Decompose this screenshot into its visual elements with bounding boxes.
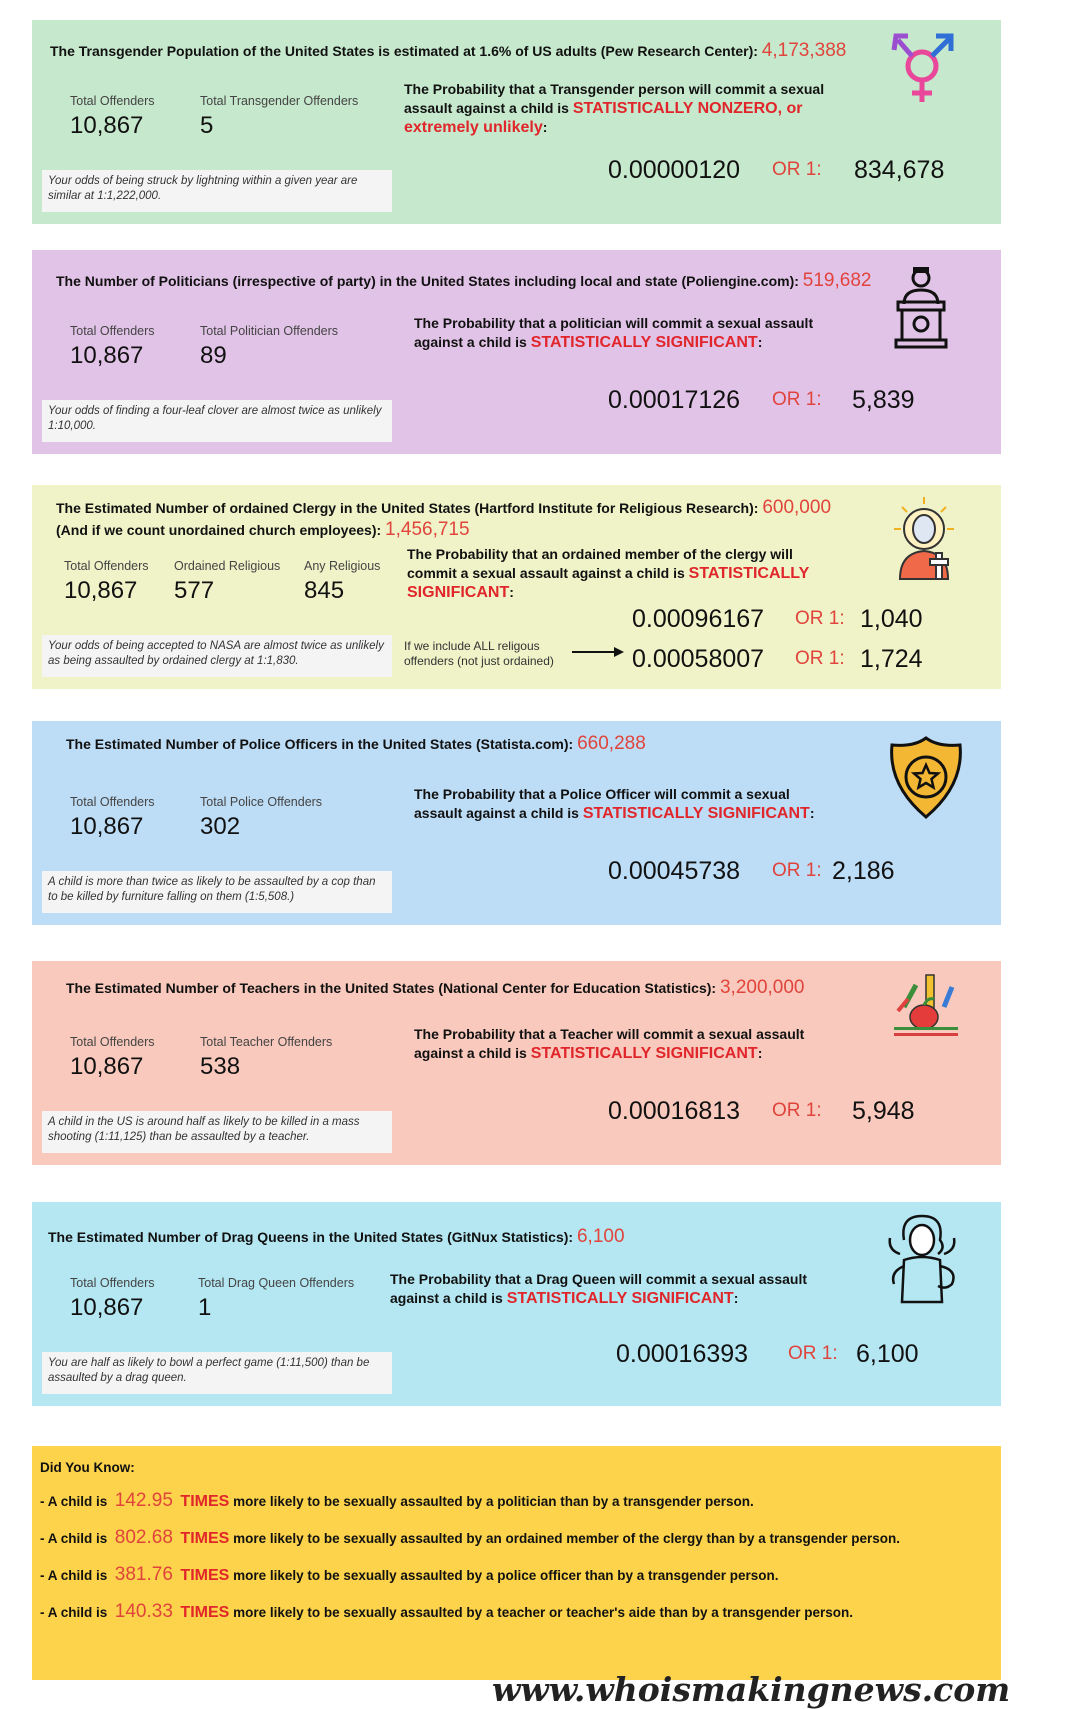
probability-statement: The Probability that an ordained member of the clergy will commit a sexual assault against a child is STATISTICALLY SIGNIFICANT: [407,546,809,601]
odds-label: OR 1: [772,860,822,881]
multiplier-value: 140.33 [114,1601,173,1622]
odds-label: OR 1: [788,1343,838,1364]
panel-headline: The Estimated Number of Police Officers in the United States (Statista.com): 660,288 [66,733,646,754]
probability-statement: The Probability that a politician will commit a sexual assault against a child is STATISTICALLY SIGNIFICANT: [414,315,814,351]
transgender-symbol-icon [890,30,960,111]
probability-statement: The Probability that a Police Officer will commit a sexual assault against a child is STATISTICALLY SIGNIFICANT: [414,786,815,822]
panel-headline: The Transgender Population of the United States is estimated at 1.6% of US adults (Pew Research Center): 4,173,388 [50,40,847,61]
probability-value-all: 0.00058007 [632,645,765,673]
did-you-know-item: - A child is 381.76 TIMES more likely to be sexually assaulted by a police officer than by a transgender person. [40,1564,779,1585]
website-url[interactable]: www.whoismakingnews.com [492,1670,1011,1709]
total-offenders-value: 10,867 [70,112,144,139]
odds-value: 6,100 [856,1340,919,1368]
panel-headline: The Number of Politicians (irrespective of party) in the United States including local and state (Poliengine.com): 519,682 [56,270,872,291]
drag-queen-icon [880,1210,964,1311]
group-offenders-value: 1 [198,1294,212,1321]
total-offenders-value: 10,867 [70,1053,144,1080]
headline-value: 4,173,388 [761,40,847,61]
total-offenders-label: Total Offenders [70,94,155,108]
politician-panel [32,250,1001,454]
headline-value: 519,682 [802,270,872,291]
police-badge-icon [886,735,966,826]
odds-label-all: OR 1: [795,648,845,669]
probability-value: 0.00045738 [608,857,741,885]
total-offenders-value: 10,867 [64,577,138,604]
probability-value: 0.00016813 [608,1097,741,1125]
group-offenders-value: 89 [200,342,227,369]
comparison-note: A child in the US is around half as likely to be killed in a mass shooting (1:11,125) than be assaulted by a teacher. [42,1111,392,1153]
probability-value: 0.00096167 [632,605,765,633]
teacher-panel [32,961,1001,1165]
comparison-note: A child is more than twice as likely to be assaulted by a cop than to be killed by furniture falling on them (1:5,508.) [42,871,392,913]
odds-value: 5,948 [852,1097,915,1125]
group-offenders-label: Total Politician Offenders [200,324,339,338]
odds-label: OR 1: [772,389,822,410]
probability-emphasis: STATISTICALLY NONZERO, or extremely unlikely [404,100,803,136]
total-offenders-label: Total Offenders [70,1276,155,1290]
total-offenders-value: 10,867 [70,342,144,369]
panel-headline: The Estimated Number of ordained Clergy in the United States (Hartford Institute for Religious Research): 600,000 [56,497,832,518]
total-offenders-value: 10,867 [70,1294,144,1321]
total-offenders-label: Total Offenders [70,1035,155,1049]
school-supplies-apple-icon [886,971,966,1052]
group-offenders-label: Total Drag Queen Offenders [198,1276,355,1290]
probability-emphasis: STATISTICALLY SIGNIFICANT [530,1045,758,1062]
transgender-panel [32,20,1001,224]
total-offenders-label: Total Offenders [70,795,155,809]
odds-value-all: 1,724 [860,645,923,673]
comparison-note: Your odds of being struck by lightning within a given year are similar at 1:1,222,000. [42,170,392,212]
panel-headline: The Estimated Number of Teachers in the United States (National Center for Education Statistics): 3,200,000 [66,977,805,998]
odds-value: 2,186 [832,857,895,885]
multiplier-value: 142.95 [114,1490,173,1511]
total-offenders-label: Total Offenders [64,559,149,573]
odds-value: 834,678 [854,156,945,184]
headline-value: 6,100 [576,1226,625,1247]
subheadline-value: 1,456,715 [385,519,470,540]
odds-label: OR 1: [772,159,822,180]
odds-label: OR 1: [795,608,845,629]
did-you-know-item: - A child is 802.68 TIMES more likely to be sexually assaulted by an ordained member of the clergy than by a transgender person. [40,1527,901,1548]
total-offenders-value: 10,867 [70,813,144,840]
probability-statement: The Probability that a Teacher will commit a sexual assault against a child is STATISTICALLY SIGNIFICANT: [414,1026,805,1062]
comparison-note: You are half as likely to bowl a perfect game (1:11,500) than be assaulted by a drag queen. [42,1352,392,1394]
clergy-panel [32,485,1001,689]
any-religious-label: Any Religious [304,559,381,573]
group-offenders-value: 538 [200,1053,241,1080]
odds-value: 1,040 [860,605,923,633]
headline-value: 600,000 [762,497,832,518]
group-offenders-label: Total Police Offenders [200,795,323,809]
group-offenders-label: Total Teacher Offenders [200,1035,333,1049]
comparison-note: Your odds of being accepted to NASA are almost twice as unlikely as being assaulted by ordained clergy at 1:1,830. [42,635,392,677]
comparison-note: Your odds of finding a four-leaf clover are almost twice as unlikely 1:10,000. [42,400,392,442]
probability-statement: The Probability that a Drag Queen will commit a sexual assault against a child is STATISTICALLY SIGNIFICANT: [390,1271,808,1307]
did-you-know-title: Did You Know: [40,1460,135,1475]
probability-emphasis: STATISTICALLY SIGNIFICANT [582,805,810,822]
odds-value: 5,839 [852,386,915,414]
include-all-note: If we include ALL religous offenders (not just ordained) [404,639,554,668]
probability-statement: The Probability that a Transgender person will commit a sexual assault against a child is STATISTICALLY NONZERO, or extremely unlikely: [404,81,825,136]
probability-emphasis: STATISTICALLY SIGNIFICANT [506,1290,734,1307]
panel-subheadline: (And if we count unordained church employees): 1,456,715 [56,519,470,540]
group-offenders-value: 302 [200,813,241,840]
police-panel [32,721,1001,925]
odds-label: OR 1: [772,1100,822,1121]
probability-emphasis: STATISTICALLY SIGNIFICANT [407,565,809,601]
group-offenders-value: 5 [200,112,214,139]
did-you-know-item: - A child is 140.33 TIMES more likely to be sexually assaulted by a teacher or teacher's aide than by a transgender person. [40,1601,854,1622]
group-offenders-label: Total Transgender Offenders [200,94,359,108]
probability-emphasis: STATISTICALLY SIGNIFICANT [530,334,758,351]
arrow-right-icon [572,645,624,663]
probability-value: 0.00016393 [616,1340,749,1368]
ordained-religious-value: 577 [174,577,215,604]
ordained-religious-label: Ordained Religious [174,559,281,573]
multiplier-value: 802.68 [114,1527,173,1548]
probability-value: 0.00017126 [608,386,741,414]
panel-headline: The Estimated Number of Drag Queens in the United States (GitNux Statistics): 6,100 [48,1226,625,1247]
headline-value: 3,200,000 [719,977,805,998]
headline-value: 660,288 [577,733,646,754]
did-you-know-item: - A child is 142.95 TIMES more likely to be sexually assaulted by a politician than by a transgender person. [40,1490,754,1511]
did-you-know-panel [32,1446,1001,1680]
probability-value: 0.00000120 [608,156,741,184]
drag-queen-panel [32,1202,1001,1406]
any-religious-value: 845 [304,577,345,604]
multiplier-value: 381.76 [114,1564,173,1585]
total-offenders-label: Total Offenders [70,324,155,338]
clergy-person-icon [890,495,960,586]
podium-speaker-icon [894,264,948,355]
